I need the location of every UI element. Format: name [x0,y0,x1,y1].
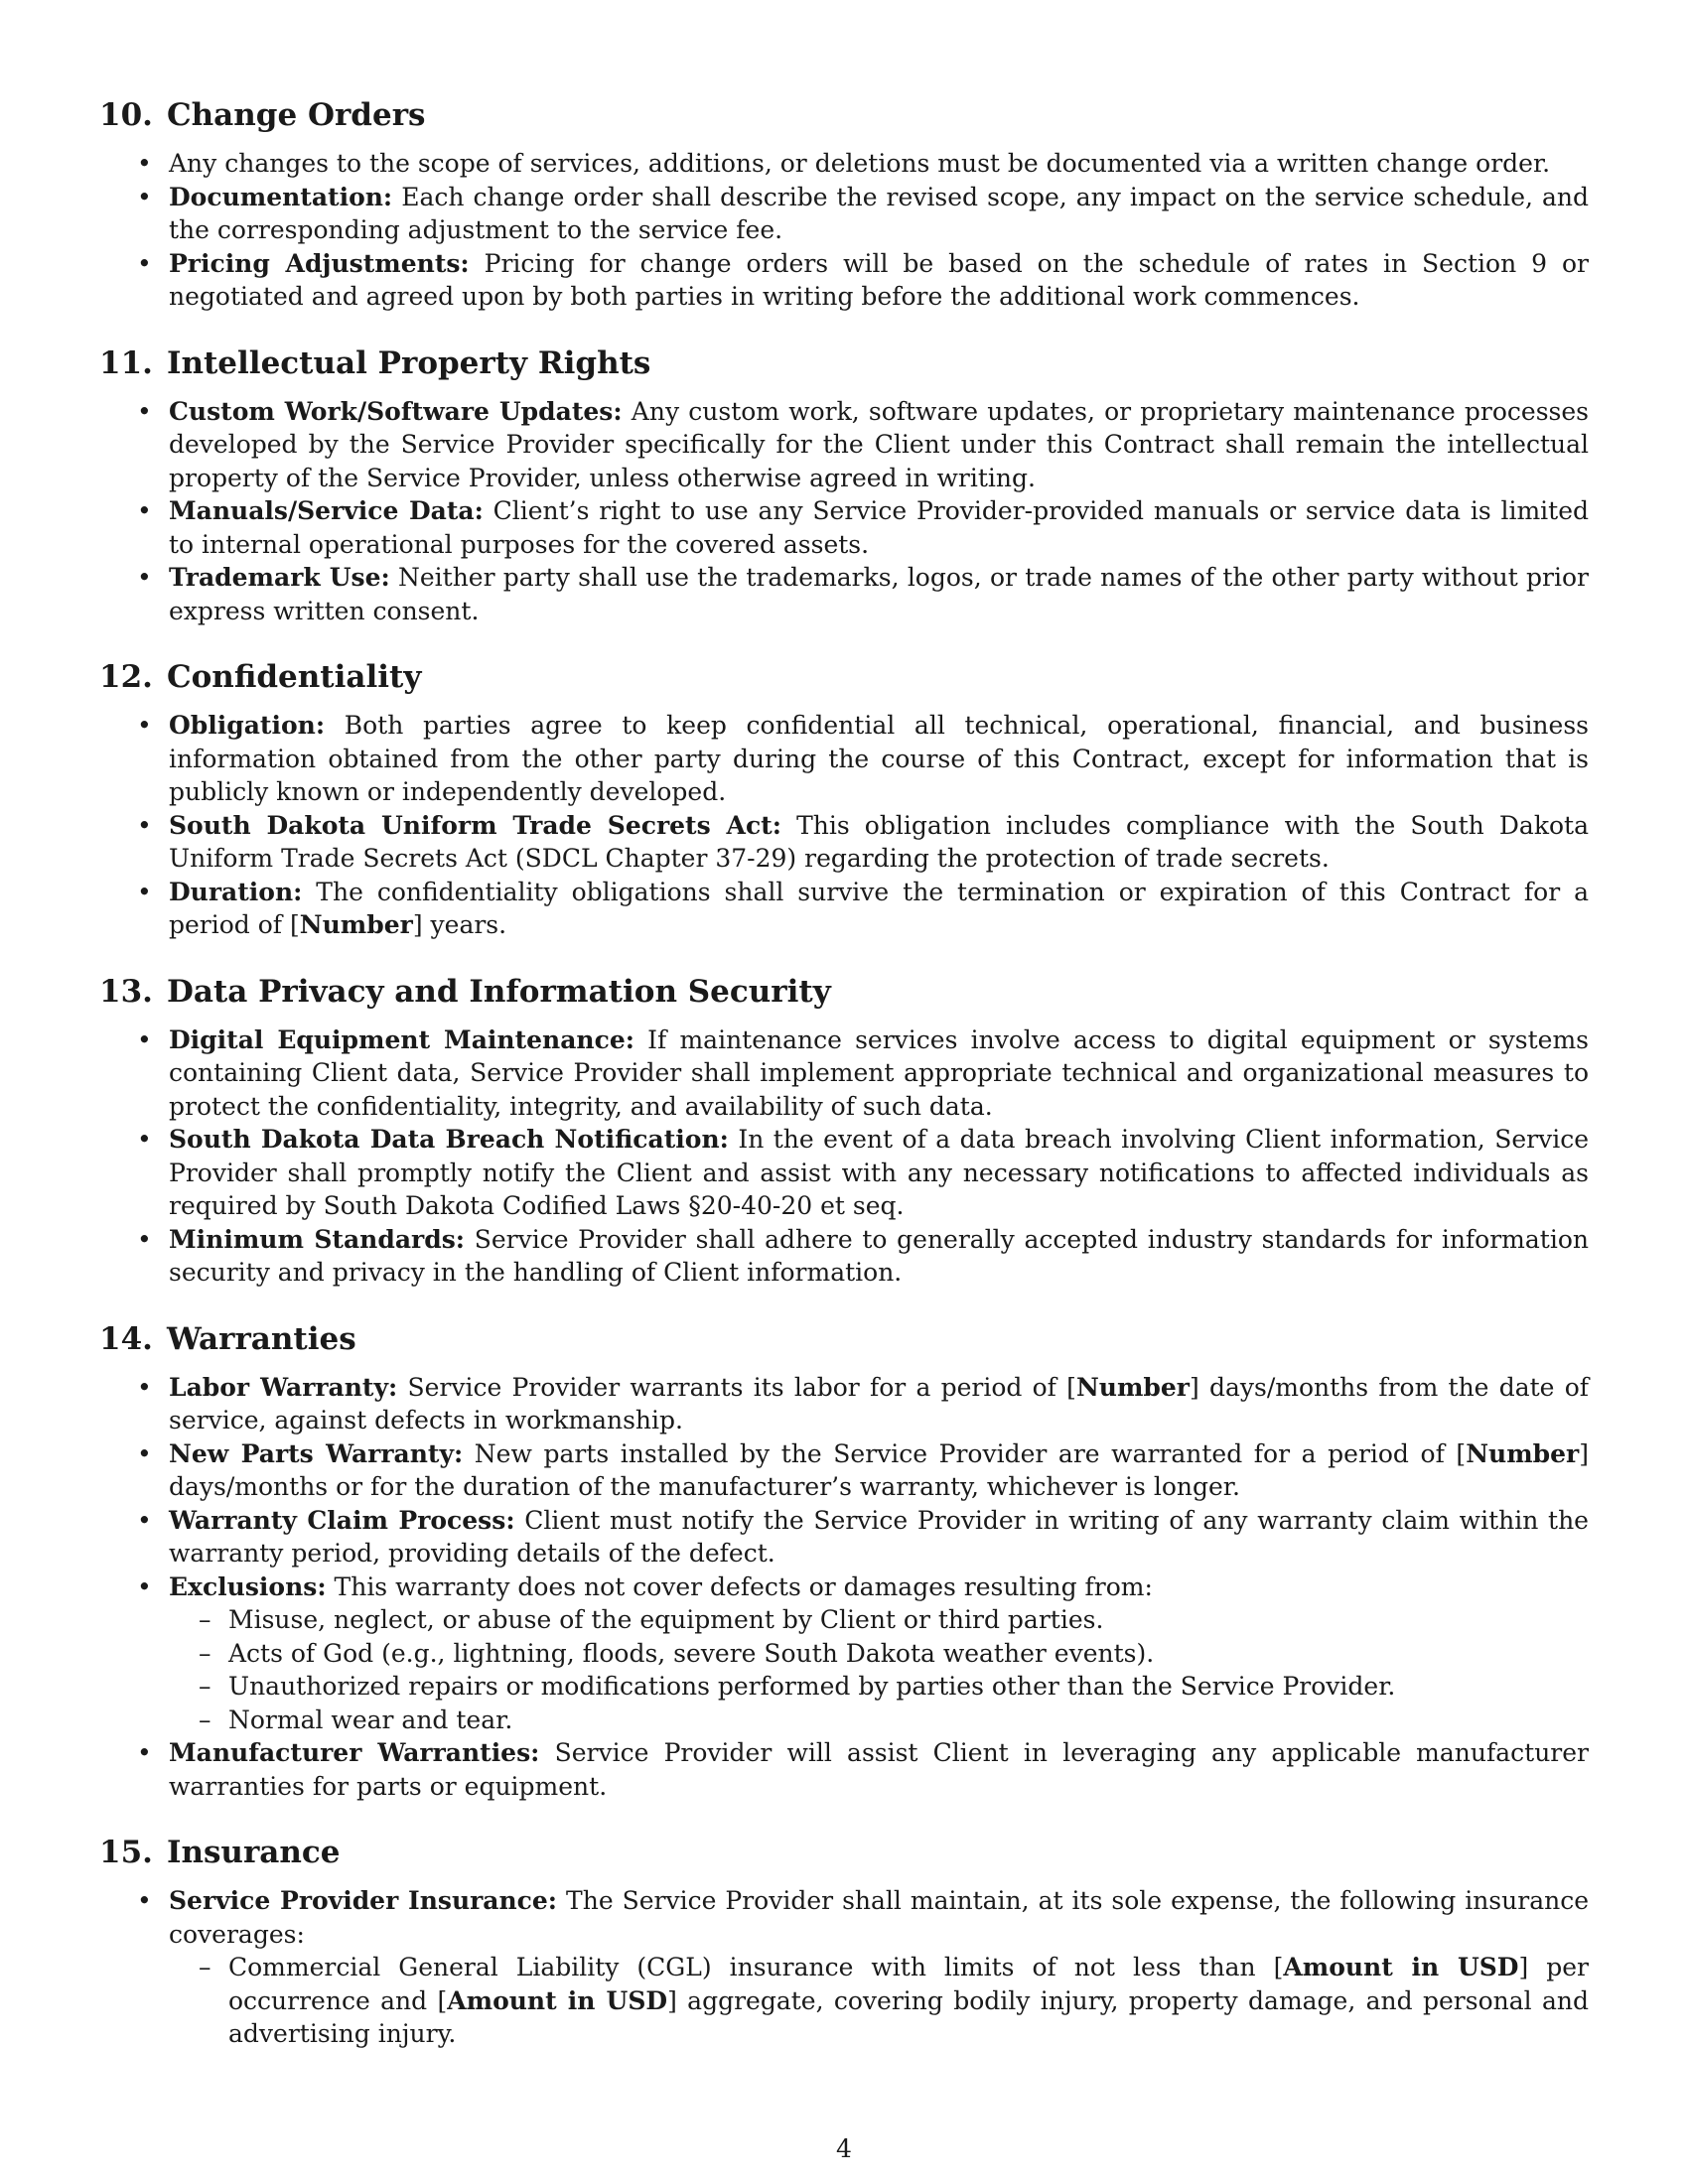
sub-list-item: – Commercial General Liability (CGL) insurance with limits of not less than [Amount in USD] per occurrence and [Amount in USD] aggregate, covering bodily injury, property damage, and personal and advertising injury. [169,1951,1589,2051]
section-change-orders [99,95,1589,314]
bullet-list [99,1371,1589,1804]
bullet-list [99,147,1589,314]
section-heading [99,95,1589,135]
item-text: Service Provider will assist Client in leveraging any applicable manufacturer warranties for parts or equipment. [169,1738,1589,1801]
list-item [99,1123,1589,1223]
section-insurance [99,1833,1589,2051]
section-number: 11. [99,344,153,381]
sub-list-item: – Misuse, neglect, or abuse of the equipment by Client or third parties. [169,1603,1589,1637]
list-item [99,561,1589,627]
item-text: Service Provider shall adhere to generally accepted industry standards for information security and privacy in the handling of Client information. [169,1224,1589,1287]
item-text: Any custom work, software updates, or proprietary maintenance processes developed by the Service Provider specifically for the Client under this Contract shall remain the intellectual property of the Service Provider, unless otherwise agreed in writing. [169,396,1589,492]
section-number: 15. [99,1835,153,1870]
list-item [99,709,1589,809]
list-item [99,1570,1589,1737]
sub-list-item: – Normal wear and tear. [169,1704,1589,1737]
section-number: 14. [99,1320,153,1357]
item-text: Service Provider warrants its labor for a period of [Number] days/months from the date of service, against defects in workmanship. [169,1372,1589,1434]
section-heading [99,343,1589,383]
section-number: 12. [99,659,153,695]
sub-list-item: – Unauthorized repairs or modifications performed by parties other than the Service Provider. [169,1670,1589,1704]
sub-list [169,1603,1589,1736]
section-title: Insurance [166,1835,341,1870]
sub-list [169,1951,1589,2051]
item-label: Manufacturer Warranties: [169,1738,540,1767]
list-item [99,494,1589,561]
bullet-list [99,1024,1589,1290]
item-text: Both parties agree to keep confidential all technical, operational, financial, and business information obtained from the other party during the course of this Contract, except for information that is publicly known or independently developed. [169,711,1589,806]
item-label: New Parts Warranty: [169,1438,464,1468]
section-heading [99,1319,1589,1359]
item-label: Digital Equipment Maintenance: [169,1024,634,1054]
list-item [99,247,1589,314]
item-text: The confidentiality obligations shall survive the termination or expiration of this Contract for a period of [Number] years. [169,877,1589,939]
item-text: Client must notify the Service Provider in writing of any warranty claim within the warranty period, providing details of the defect. [169,1505,1589,1568]
list-item [99,1437,1589,1504]
placeholder-field: Amount in USD [447,1985,668,2015]
bullet-list [99,1884,1589,2051]
item-text: New parts installed by the Service Provider are warranted for a period of [Number] days/months or for the duration of the manufacturer’s warranty, whichever is longer. [169,1438,1589,1501]
item-text: This obligation includes compliance with the South Dakota Uniform Trade Secrets Act (SDCL Chapter 37-29) regarding the protection of trade secrets. [169,810,1589,873]
list-item [99,1736,1589,1803]
section-warranties [99,1319,1589,1804]
item-text: In the event of a data breach involving Client information, Service Provider shall promptly notify the Client and assist with any necessary notifications to affected individuals as required by South Dakota Codified Laws §20-40-20 et seq. [169,1125,1589,1220]
list-item [99,1371,1589,1437]
list-item [99,1884,1589,2051]
item-label: Documentation: [169,182,393,211]
page-number: 4 [836,2134,852,2163]
list-item [99,876,1589,942]
item-label: Duration: [169,877,303,906]
section-title: Confidentiality [166,659,422,695]
item-label: Obligation: [169,711,326,740]
item-label: Labor Warranty: [169,1372,398,1402]
section-title: Data Privacy and Information Security [166,973,831,1010]
item-label: Service Provider Insurance: [169,1886,558,1915]
list-item [99,1223,1589,1290]
section-heading [99,1833,1589,1872]
section-heading [99,657,1589,697]
section-number: 13. [99,973,153,1010]
section-intellectual-property-rights [99,343,1589,628]
bullet-list [99,395,1589,628]
placeholder-field: Number [1466,1438,1580,1468]
item-text: This warranty does not cover defects or damages resulting from: [326,1571,1153,1601]
item-label: Trademark Use: [169,563,390,592]
section-title: Warranties [166,1320,356,1357]
section-data-privacy-and-information-security [99,972,1589,1290]
placeholder-field: Amount in USD [1283,1953,1519,1981]
list-item [99,1504,1589,1570]
item-label: South Dakota Data Breach Notification: [169,1125,729,1154]
section-heading [99,972,1589,1012]
list-item [99,147,1589,181]
section-number: 10. [99,97,153,133]
item-label: Manuals/Service Data: [169,496,484,525]
document-body [99,95,1589,2081]
list-item [99,1024,1589,1124]
item-label: Minimum Standards: [169,1224,465,1254]
sub-list-item: – Acts of God (e.g., lightning, floods, severe South Dakota weather events). [169,1637,1589,1671]
item-text: Neither party shall use the trademarks, logos, or trade names of the other party without prior express written consent. [169,563,1589,625]
item-text: Client’s right to use any Service Provider-provided manuals or service data is limited to internal operational purposes for the covered assets. [169,496,1590,559]
item-text: If maintenance services involve access to digital equipment or systems containing Client data, Service Provider shall implement appropriate technical and organizational measures to protect the confidentiality, integrity, and availability of such data. [169,1024,1590,1121]
item-text: Any changes to the scope of services, additions, or deletions must be documented via a written change order. [169,149,1551,178]
bullet-list [99,709,1589,942]
item-text: Pricing for change orders will be based on the schedule of rates in Section 9 or negotiated and agreed upon by both parties in writing before the additional work commences. [169,248,1589,311]
item-label: South Dakota Uniform Trade Secrets Act: [169,810,781,840]
item-label: Pricing Adjustments: [169,248,470,278]
item-label: Exclusions: [169,1571,327,1601]
section-confidentiality [99,657,1589,942]
item-text: Each change order shall describe the revised scope, any impact on the service schedule, and the corresponding adjustment to the service fee. [169,182,1589,244]
placeholder-field: Number [299,910,413,939]
list-item [99,809,1589,876]
item-label: Custom Work/Software Updates: [169,396,623,426]
placeholder-field: Number [1075,1372,1190,1402]
list-item [99,181,1589,247]
item-text: The Service Provider shall maintain, at its sole expense, the following insurance coverages: [169,1886,1589,1949]
list-item [99,395,1589,495]
item-label: Warranty Claim Process: [169,1505,515,1535]
section-title: Intellectual Property Rights [166,344,651,381]
section-title: Change Orders [166,97,426,133]
